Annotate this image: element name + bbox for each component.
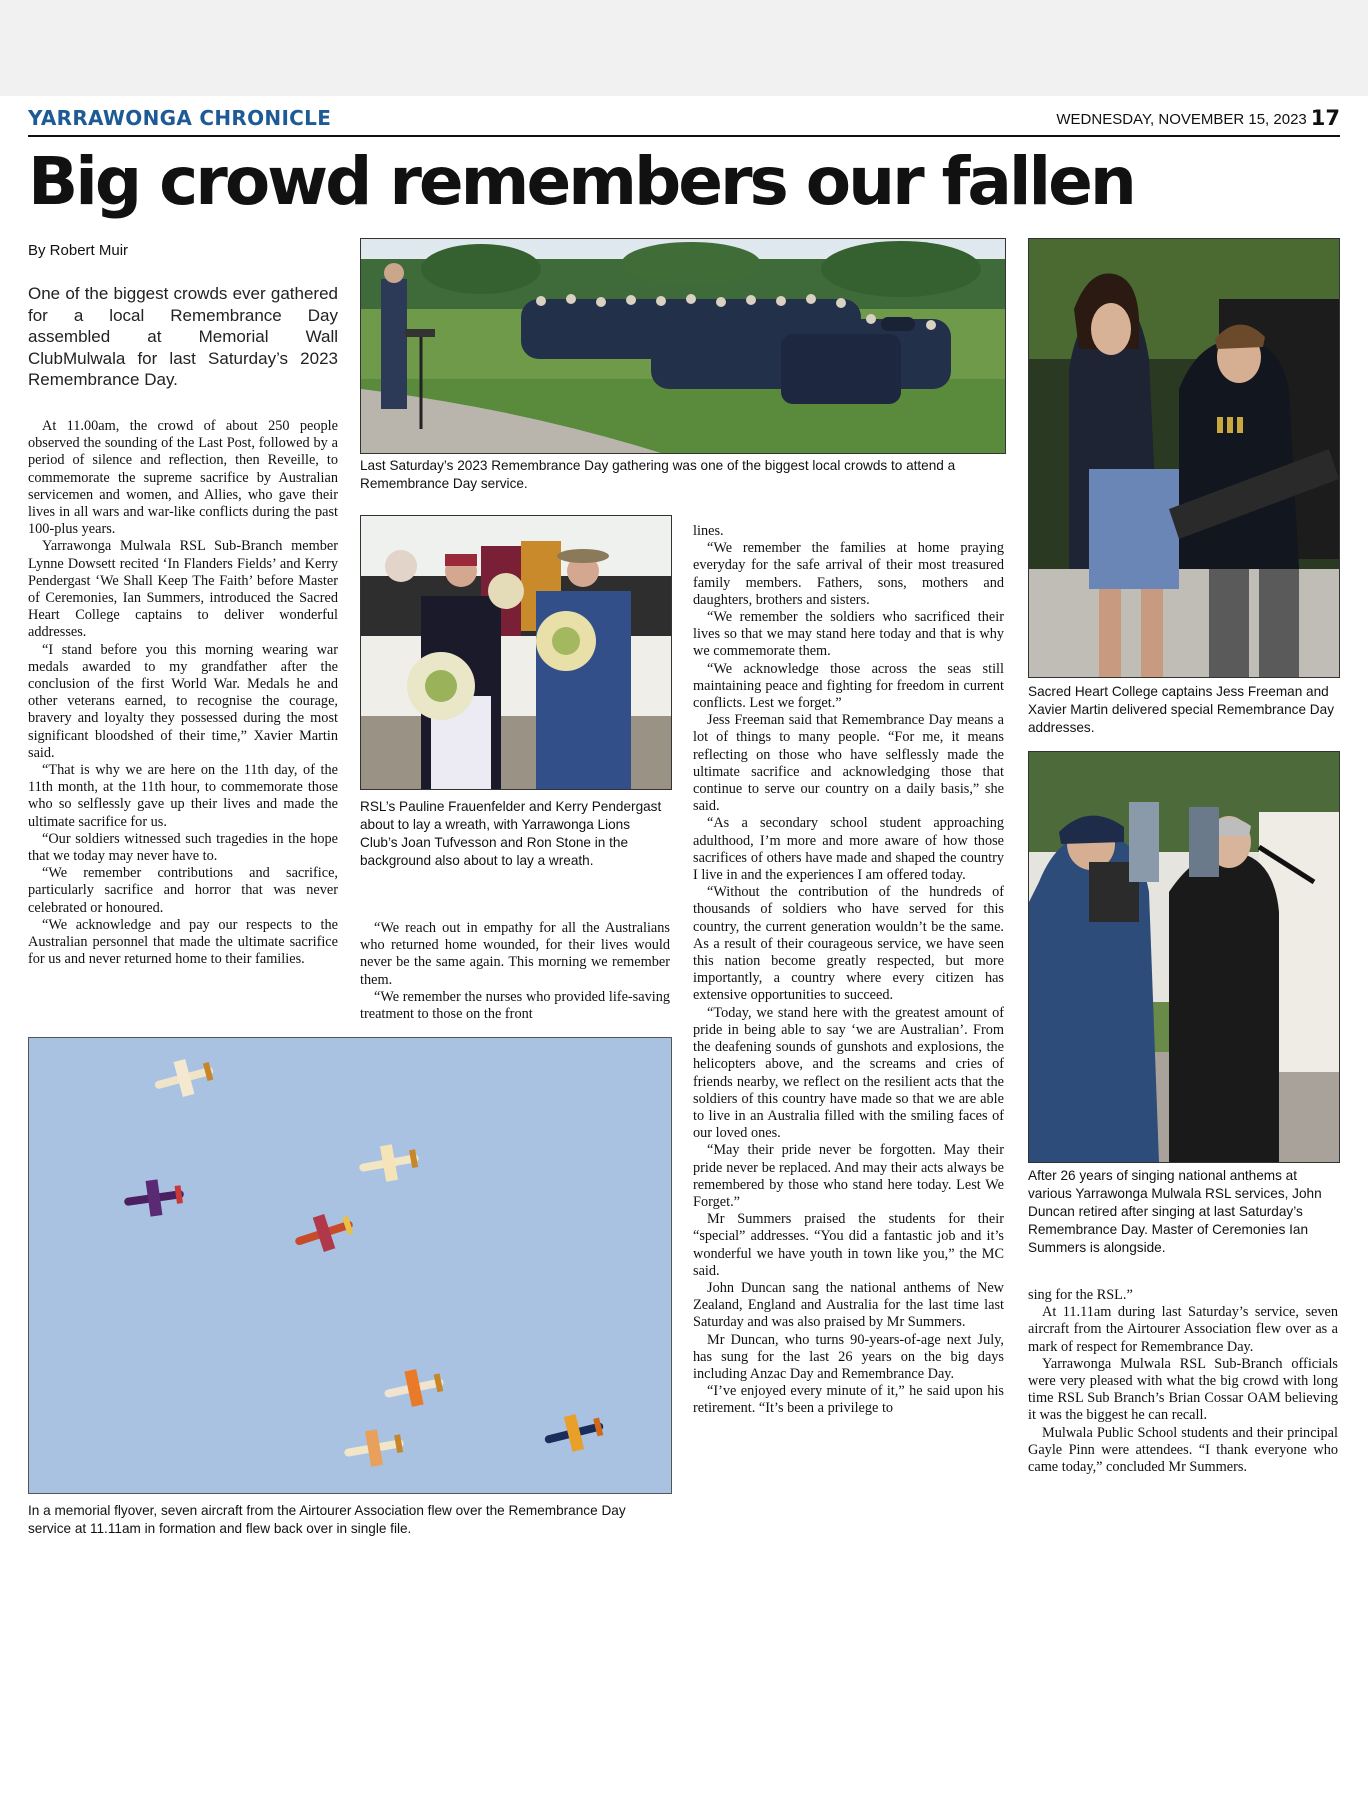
col4-paragraph: Mulwala Public School students and their principal Gayle Pinn were attendees. “I thank everyone who came today,” concluded Mr Summers. (1028, 1424, 1338, 1476)
col3-paragraph: Jess Freeman said that Remembrance Day means a lot of things to many people. “For me, it means reflecting on those who have selflessly made the ultimate sacrifice and acknowledging those that continue to serve our country on a daily basis,” she said. (693, 712, 1004, 815)
col1-paragraph: At 11.00am, the crowd of about 250 people observed the sounding of the Last Post, followed by a period of silence and reflection, then Reveille, to commemorate the supreme sacrifice by Australian servicemen and women, and Allies, who gave their lives in all wars and war-like conflicts during the past 100-plus years. (28, 418, 338, 538)
col1-paragraph: “I stand before you this morning wearing war medals awarded to my grandfather after the conclusion of the first World War. Medals he and other veterans earned, to recognise the courage, bravery and loyalty they possessed during the most significant bloodshed of their time,” Xavier Martin said. (28, 641, 338, 761)
intro-paragraph: One of the biggest crowds ever gathered for a local Remembrance Day assembled at Memorial Wall ClubMulwala for last Saturday’s 2023 Remembrance Day. (28, 284, 338, 389)
col3-paragraph: “As a secondary school student approaching adulthood, I’m more and more aware of how those sacrifices of others have made and shaped the country I live in and the experiences I am offered today. (693, 815, 1004, 884)
dateline (1056, 106, 1340, 130)
captains-photo-caption: Sacred Heart College captains Jess Freeman and Xavier Martin delivered special Remembrance Day addresses. (1028, 684, 1334, 735)
col3-paragraph: “I’ve enjoyed every minute of it,” he said upon his retirement. “It’s been a privilege to (693, 1383, 1004, 1417)
col4-paragraph: Yarrawonga Mulwala RSL Sub-Branch officials were very pleased with what the big crowd with long time RSL Sub Branch’s Brian Cossar OAM believing it was the biggest he can recall. (1028, 1355, 1338, 1424)
duncan-photo-caption: After 26 years of singing national anthems at various Yarrawonga Mulwala RSL services, John Duncan retired after singing at last Saturday’s Remembrance Day. Master of Ceremonies Ian Summers is alongside. (1028, 1168, 1322, 1255)
wreath-photo-caption: RSL’s Pauline Frauenfelder and Kerry Pendergast about to lay a wreath, with Yarrawonga Lions Club’s Joan Tufvesson and Ron Stone in the background also about to lay a wreath. (360, 799, 662, 868)
byline: By Robert Muir (28, 242, 129, 259)
page-top-band (0, 0, 1368, 96)
col3-paragraph: Mr Duncan, who turns 90-years-of-age next July, has sung for the last 26 years on the big days including Anzac Day and Remembrance Day. (693, 1331, 1004, 1382)
body-column-1 (28, 418, 338, 969)
header-rule (28, 135, 1340, 137)
col1-paragraph: “Our soldiers witnessed such tragedies in the hope that we today may never have to. (28, 830, 338, 865)
body-column-2 (360, 920, 670, 1023)
duncan-photo (1028, 751, 1340, 1163)
col3-continuation: lines. (693, 523, 724, 539)
col3-paragraph: “We remember the families at home praying everyday for the safe arrival of their most treasured family members. Fathers, sons, mothers and daughters, brothers and sisters. (693, 540, 1004, 608)
col3-paragraph: “We acknowledge those across the seas still maintaining peace and fighting for freedom in current conflicts. Lest we forget.” (693, 660, 1004, 712)
wreath-photo (360, 515, 672, 790)
col3-paragraph: “Without the contribution of the hundreds of thousands of soldiers who have served for this country, the current generation wouldn’t be the same. As a result of their courageous service, we have seen this nation become greatly respected, but more importantly, a country where every citizen has extensive opportunities to succeed. (693, 884, 1004, 1004)
body-column-4 (1028, 1287, 1338, 1476)
page-number: 17 (1310, 106, 1340, 130)
col3-paragraph: “May their pride never be forgotten. May their pride never be replaced. And may their acts always be remembered by those who stand here today. Lest We Forget.” (693, 1142, 1004, 1210)
col1-paragraph: “We remember contributions and sacrifice, particularly sacrifice and horror that was never celebrated or honoured. (28, 865, 338, 916)
col3-paragraph: Mr Summers praised the students for their “special” addresses. “You did a fantastic job and it’s wonderful we have youth in town like you,” the MC said. (693, 1211, 1004, 1279)
col4-continuation: sing for the RSL.” (1028, 1287, 1133, 1303)
col3-paragraph: John Duncan sang the national anthems of New Zealand, England and Australia for the last time last Saturday and was also praised by Mr Summers. (693, 1279, 1004, 1331)
col3-paragraph: “We remember the soldiers who sacrificed their lives so that we may stand here today and that is why we commemorate them. (693, 609, 1004, 660)
col1-paragraph: “That is why we are here on the 11th day, of the 11th month, at the 11th hour, to commemorate those who so selflessly gave up their lives and made the ultimate sacrifice for us. (28, 762, 338, 830)
crowd-photo-caption: Last Saturday’s 2023 Remembrance Day gathering was one of the biggest local crowds to attend a Remembrance Day service. (360, 458, 956, 491)
col1-paragraph: Yarrawonga Mulwala RSL Sub-Branch member Lynne Dowsett recited ‘In Flanders Fields’ and Kerry Pendergast ‘We Shall Keep The Faith’ before Master of Ceremonies, Ian Summers, introduced the Sacred Heart College captains to deliver wonderful addresses. (28, 538, 338, 641)
flyover-photo-caption: In a memorial flyover, seven aircraft from the Airtourer Association flew over the Remembrance Day service at 11.11am in formation and flew back over in single file. (28, 1503, 626, 1536)
crowd-photo (360, 238, 1006, 454)
col3-paragraph: “Today, we stand here with the greatest amount of pride in being able to say ‘we are Australian’. From the deafening sounds of gunshots and explosions, the helicopters above, and the screams and cries of friends nearby, we reflect on the resilient acts that the soldiers of this country have made so that we are able to live in an Australia filled with the smiling faces of our loved ones. (693, 1004, 1004, 1142)
col1-paragraph: “We acknowledge and pay our respects to the Australian personnel that made the ultimate sacrifice for us and never returned home to their families. (28, 916, 338, 968)
flyover-photo (28, 1037, 672, 1494)
captains-photo (1028, 238, 1340, 678)
body-column-3 (693, 523, 1004, 1418)
col4-paragraph: At 11.11am during last Saturday’s service, seven aircraft from the Airtourer Association flew over as a mark of respect for Remembrance Day. (1028, 1304, 1338, 1355)
col2-paragraph: “We reach out in empathy for all the Australians who returned home wounded, for their lives would never be the same again. This morning we remember them. (360, 920, 670, 988)
masthead: YARRAWONGA CHRONICLE (28, 106, 332, 130)
col2-paragraph: “We remember the nurses who provided life-saving treatment to those on the front (360, 988, 670, 1023)
headline: Big crowd remembers our fallen (28, 143, 1134, 220)
date-text: WEDNESDAY, NOVEMBER 15, 2023 (1056, 111, 1307, 128)
